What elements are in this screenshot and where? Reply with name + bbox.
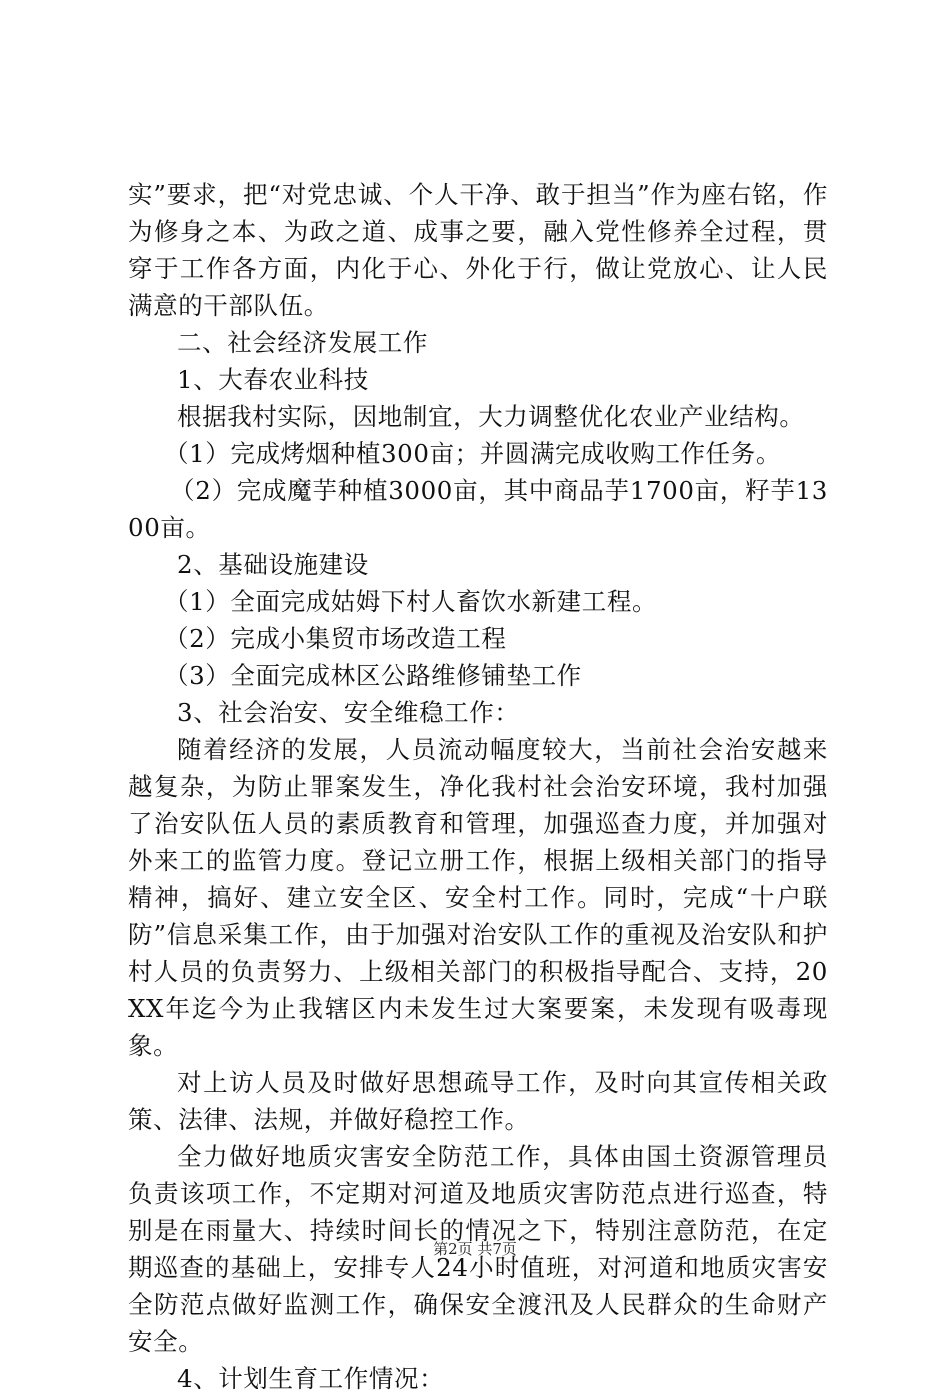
subheading-agriculture: 1、大春农业科技 [177,365,369,394]
paragraph-agriculture-summary: 根据我村实际，因地制宜，大力调整优化农业产业结构。 [177,402,805,431]
paragraph-petitions: 对上访人员及时做好思想疏导工作，及时向其宣传相关政策、法律、法规，并做好稳控工作。 [128,1068,828,1134]
paragraph-public-security: 随着经济的发展，人员流动幅度较大，当前社会治安越来越复杂，为防止罪案发生，净化我村社会治安环境，我村加强了治安队伍人员的素质教育和管理，加强巡查力度，并加强对外来工的监管力度。登记立册工作，根据上级相关部门的指导精神，搞好、建立安全区、安全村工作。同时，完成“十户联防”信息采集工作，由于加强对治安队工作的重视及治安队和护村人员的负责努力、上级相关部门的积极指导配合、支持，20XX年迄今为止我辖区内未发生过大案要案，未发现有吸毒现象。 [128,735,828,1060]
paragraph-geological-hazard: 全力做好地质灾害安全防范工作，具体由国土资源管理员负责该项工作，不定期对河道及地质灾害防范点进行巡查，特别是在雨量大、持续时间长的情况之下，特别注意防范，在定期巡查的基础上，安排专人24小时值班，对河道和地质灾害安全防范点做好监测工作，确保安全渡汛及人民群众的生命财产安全。 [128,1142,828,1356]
paragraph-intro-continuation: 实”要求，把“对党忠诚、个人干净、敢于担当”作为座右铭，作为修身之本、为政之道、成事之要，融入党性修养全过程，贯穿于工作各方面，内化于心、外化于行，做让党放心、让人民满意的干部队伍。 [128,180,828,320]
subheading-public-security: 3、社会治安、安全维稳工作： [177,698,520,727]
list-item-market-renovation: （2）完成小集贸市场改造工程 [164,624,507,653]
list-item-forest-road: （3）全面完成林区公路维修铺垫工作 [164,661,582,690]
document-body [128,176,828,1397]
section-heading-social-economic: 二、社会经济发展工作 [177,328,428,357]
list-item-konjac: （2）完成魔芋种植3000亩，其中商品芋1700亩，籽芋1300亩。 [128,476,828,542]
subheading-infrastructure: 2、基础设施建设 [177,550,369,579]
page-number-footer: 第2页 共7页 [433,1240,517,1258]
subheading-family-planning: 4、计划生育工作情况： [177,1364,445,1393]
list-item-tobacco: （1）完成烤烟种植300亩；并圆满完成收购工作任务。 [164,439,781,468]
list-item-water-project: （1）全面完成姑姆下村人畜饮水新建工程。 [164,587,658,616]
